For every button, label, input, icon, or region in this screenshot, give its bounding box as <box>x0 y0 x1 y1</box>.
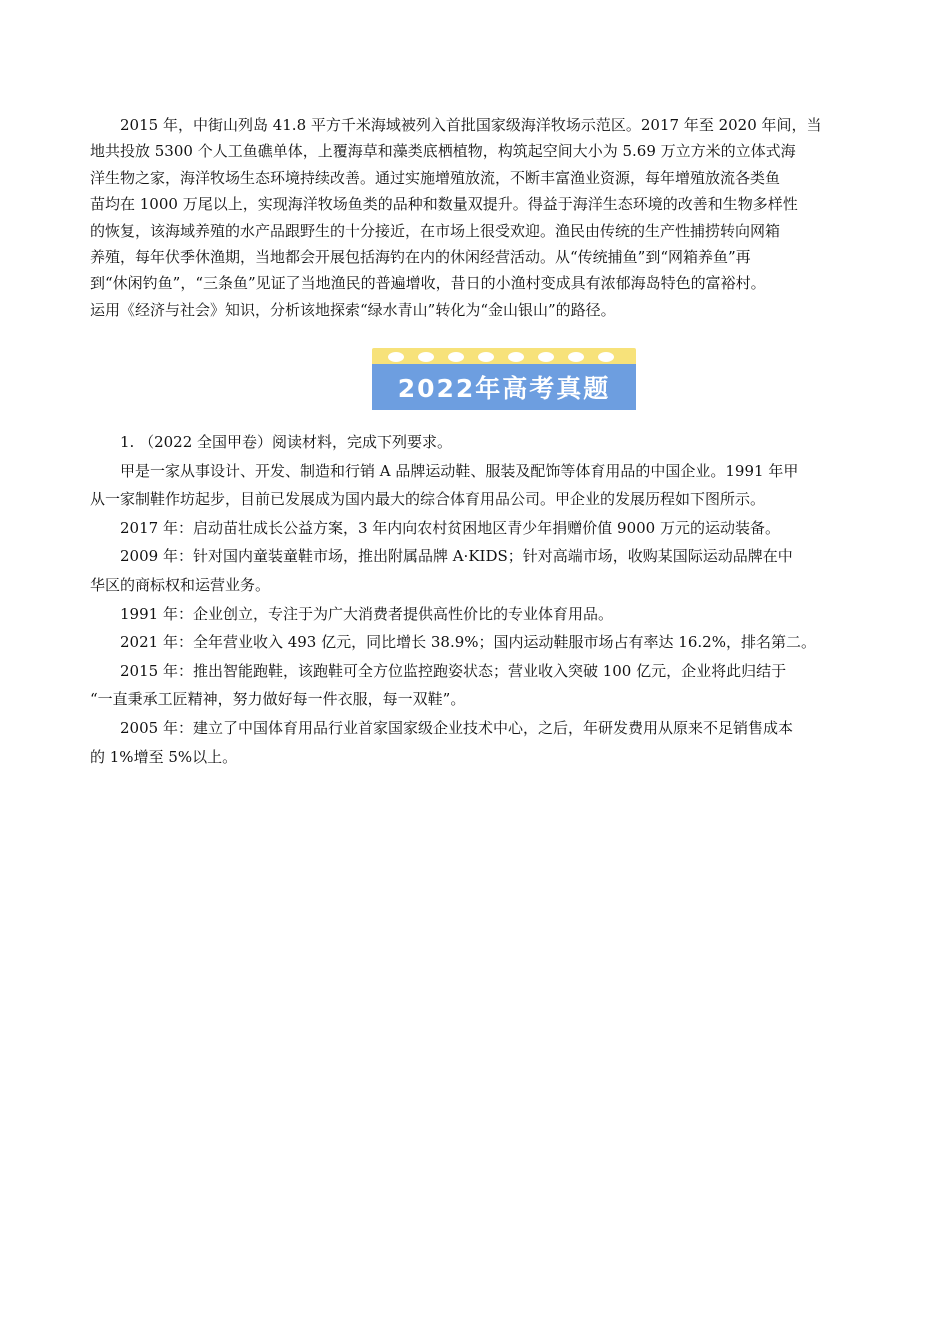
section-banner <box>372 348 636 410</box>
question-line: 华区的商标权和运营业务。 <box>90 575 271 594</box>
intro-line: 2015 年，中街山列岛 41.8 平方千米海域被列入首批国家级海洋牧场示范区。2017 年至 2020 年间，当 <box>120 116 822 134</box>
intro-line: 苗均在 1000 万尾以上，实现海洋牧场鱼类的品种和数量双提升。得益于海洋生态环境的改善和生物多样性 <box>90 195 798 214</box>
intro-paragraph <box>90 112 860 323</box>
banner-body <box>372 364 636 410</box>
question-heading: 1. （2022 全国甲卷）阅读材料，完成下列要求。 <box>120 433 453 451</box>
question-line: 从一家制鞋作坊起步，目前已发展成为国内最大的综合体育用品公司。甲企业的发展历程如下图所示。 <box>90 490 766 509</box>
question-line: 2015 年：推出智能跑鞋，该跑鞋可全方位监控跑姿状态；营业收入突破 100 亿元，企业将此归结于 <box>120 661 787 680</box>
intro-line: 洋生物之家，海洋牧场生态环境持续改善。通过实施增殖放流，不断丰富渔业资源，每年增殖放流各类鱼 <box>90 168 781 187</box>
question-line: 1991 年：企业创立，专注于为广大消费者提供高性价比的专业体育用品。 <box>120 604 613 623</box>
intro-line: 的恢复，该海域养殖的水产品跟野生的十分接近，在市场上很受欢迎。渔民由传统的生产性捕捞转向网箱 <box>90 221 781 240</box>
question-block <box>90 428 860 771</box>
question-line: 2009 年：针对国内童装童鞋市场，推出附属品牌 A·KIDS；针对高端市场，收购某国际运动品牌在中 <box>120 547 793 566</box>
question-line: 甲是一家从事设计、开发、制造和行销 A 品牌运动鞋、服装及配饰等体育用品的中国企业。1991 年甲 <box>120 461 799 480</box>
question-line: 的 1%增至 5%以上。 <box>90 747 238 766</box>
banner-title: 2022年高考真题 <box>397 374 611 403</box>
question-line: 2017 年：启动苗壮成长公益方案，3 年内向农村贫困地区青少年捐赠价值 9000 万元的运动装备。 <box>120 518 780 537</box>
intro-line: 养殖，每年伏季休渔期，当地都会开展包括海钓在内的休闲经营活动。从“传统捕鱼”到“网箱养鱼”再 <box>90 248 751 267</box>
intro-line: 到“休闲钓鱼”，“三条鱼”见证了当地渔民的普遍增收，昔日的小渔村变成具有浓郁海岛特色的富裕村。 <box>90 274 766 293</box>
question-line: “一直秉承工匠精神，努力做好每一件衣服，每一双鞋”。 <box>90 690 466 709</box>
question-line: 2005 年：建立了中国体育用品行业首家国家级企业技术中心，之后，年研发费用从原来不足销售成本 <box>120 718 793 737</box>
intro-line: 运用《经济与社会》知识，分析该地探索“绿水青山”转化为“金山银山”的路径。 <box>90 300 616 319</box>
intro-line: 地共投放 5300 个人工鱼礁单体，上覆海草和藻类底栖植物，构筑起空间大小为 5.69 万立方米的立体式海 <box>90 142 796 161</box>
question-line: 2021 年：全年营业收入 493 亿元，同比增长 38.9%；国内运动鞋服市场占有率达 16.2%，排名第二。 <box>120 633 816 652</box>
